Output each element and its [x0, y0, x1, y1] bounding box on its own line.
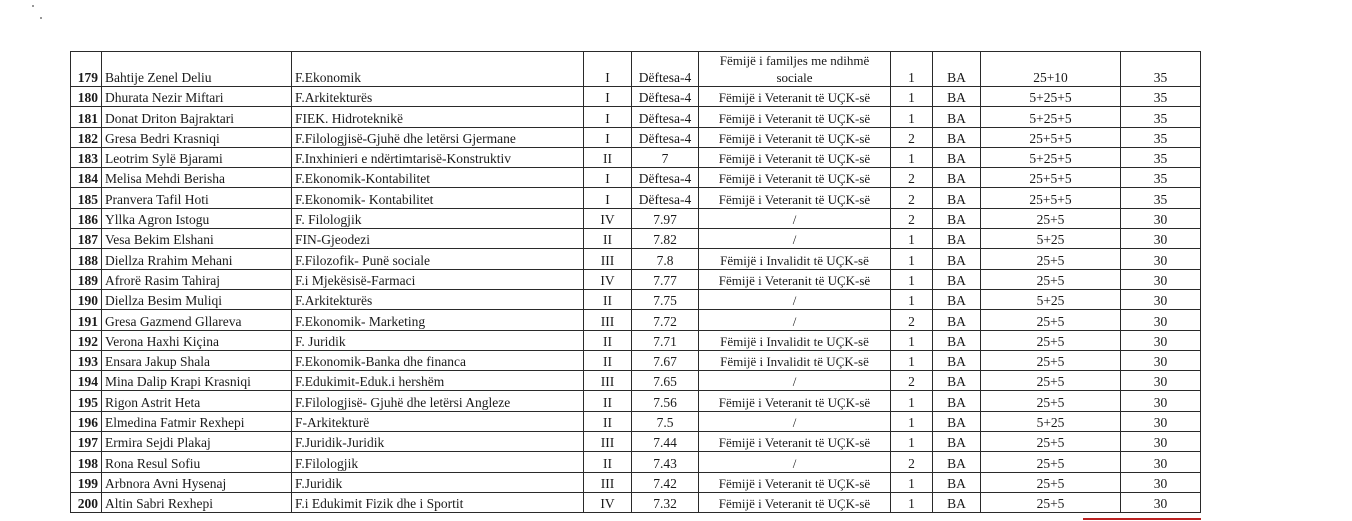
average-grade-cell: 7.56 — [632, 391, 699, 411]
social-category-cell: Fëmijë i familjes me ndihmë sociale — [699, 52, 891, 87]
points-breakdown-cell: 25+5 — [981, 391, 1121, 411]
row-number-cell: 198 — [71, 452, 102, 472]
points-breakdown-cell: 25+5 — [981, 310, 1121, 330]
criteria-count-cell: 1 — [891, 492, 933, 512]
degree-level-cell: BA — [933, 147, 981, 167]
degree-level-cell: BA — [933, 472, 981, 492]
red-underline-mark — [1083, 518, 1201, 520]
study-year-cell: IV — [584, 208, 632, 228]
social-category-cell: / — [699, 371, 891, 391]
row-number-cell: 193 — [71, 350, 102, 370]
study-year-cell: II — [584, 452, 632, 472]
faculty-cell: F.Juridik — [292, 472, 584, 492]
faculty-cell: F.Ekonomik-Kontabilitet — [292, 168, 584, 188]
row-number-cell: 197 — [71, 432, 102, 452]
study-year-cell: III — [584, 310, 632, 330]
criteria-count-cell: 1 — [891, 391, 933, 411]
social-category-cell: Fëmijë i Invalidit të UÇK-së — [699, 350, 891, 370]
study-year-cell: II — [584, 391, 632, 411]
social-category-cell: Fëmijë i Veteranit të UÇK-së — [699, 87, 891, 107]
table-row — [71, 492, 1201, 512]
student-name-cell: Arbnora Avni Hysenaj — [102, 472, 292, 492]
criteria-count-cell: 2 — [891, 127, 933, 147]
study-year-cell: IV — [584, 269, 632, 289]
row-number-cell: 191 — [71, 310, 102, 330]
social-category-cell: / — [699, 289, 891, 309]
student-name-cell: Diellza Rrahim Mehani — [102, 249, 292, 269]
total-points-cell: 30 — [1121, 350, 1201, 370]
social-category-cell: / — [699, 310, 891, 330]
row-number-cell: 179 — [71, 52, 102, 87]
points-breakdown-cell: 25+10 — [981, 52, 1121, 87]
degree-level-cell: BA — [933, 350, 981, 370]
social-category-cell: / — [699, 452, 891, 472]
social-category-cell: Fëmijë i Invalidit te UÇK-së — [699, 330, 891, 350]
degree-level-cell: BA — [933, 310, 981, 330]
faculty-cell: F.Filologjik — [292, 452, 584, 472]
faculty-cell: F.Edukimit-Eduk.i hershëm — [292, 371, 584, 391]
criteria-count-cell: 1 — [891, 330, 933, 350]
row-number-cell: 188 — [71, 249, 102, 269]
total-points-cell: 30 — [1121, 289, 1201, 309]
degree-level-cell: BA — [933, 87, 981, 107]
table-row — [71, 350, 1201, 370]
points-breakdown-cell: 25+5 — [981, 249, 1121, 269]
degree-level-cell: BA — [933, 249, 981, 269]
points-breakdown-cell: 25+5 — [981, 492, 1121, 512]
faculty-cell: F.Ekonomik-Banka dhe financa — [292, 350, 584, 370]
criteria-count-cell: 1 — [891, 289, 933, 309]
degree-level-cell: BA — [933, 452, 981, 472]
criteria-count-cell: 1 — [891, 269, 933, 289]
table-row — [71, 289, 1201, 309]
student-name-cell: Yllka Agron Istogu — [102, 208, 292, 228]
table-row — [71, 147, 1201, 167]
criteria-count-cell: 1 — [891, 107, 933, 127]
total-points-cell: 35 — [1121, 107, 1201, 127]
student-name-cell: Rona Resul Sofiu — [102, 452, 292, 472]
criteria-count-cell: 1 — [891, 52, 933, 87]
social-category-cell: Fëmijë i Veteranit të UÇK-së — [699, 147, 891, 167]
student-name-cell: Diellza Besim Muliqi — [102, 289, 292, 309]
degree-level-cell: BA — [933, 229, 981, 249]
average-grade-cell: 7.97 — [632, 208, 699, 228]
study-year-cell: III — [584, 371, 632, 391]
social-category-cell: Fëmijë i Veteranit të UÇK-së — [699, 188, 891, 208]
total-points-cell: 35 — [1121, 127, 1201, 147]
criteria-count-cell: 1 — [891, 249, 933, 269]
student-name-cell: Verona Haxhi Kiçina — [102, 330, 292, 350]
social-category-cell: / — [699, 411, 891, 431]
total-points-cell: 35 — [1121, 168, 1201, 188]
points-breakdown-cell: 25+5 — [981, 472, 1121, 492]
study-year-cell: III — [584, 249, 632, 269]
row-number-cell: 184 — [71, 168, 102, 188]
scan-speck — [32, 5, 34, 7]
study-year-cell: I — [584, 188, 632, 208]
student-name-cell: Mina Dalip Krapi Krasniqi — [102, 371, 292, 391]
average-grade-cell: 7.71 — [632, 330, 699, 350]
criteria-count-cell: 2 — [891, 371, 933, 391]
student-name-cell: Melisa Mehdi Berisha — [102, 168, 292, 188]
row-number-cell: 194 — [71, 371, 102, 391]
row-number-cell: 185 — [71, 188, 102, 208]
social-category-cell: Fëmijë i Veteranit të UÇK-së — [699, 472, 891, 492]
row-number-cell: 192 — [71, 330, 102, 350]
social-category-cell: Fëmijë i Veteranit të UÇK-së — [699, 168, 891, 188]
student-name-cell: Ensara Jakup Shala — [102, 350, 292, 370]
criteria-count-cell: 2 — [891, 168, 933, 188]
points-breakdown-cell: 5+25+5 — [981, 87, 1121, 107]
average-grade-cell: Dëftesa-4 — [632, 52, 699, 87]
study-year-cell: I — [584, 168, 632, 188]
average-grade-cell: 7.43 — [632, 452, 699, 472]
average-grade-cell: 7.8 — [632, 249, 699, 269]
row-number-cell: 187 — [71, 229, 102, 249]
student-name-cell: Vesa Bekim Elshani — [102, 229, 292, 249]
table-row — [71, 432, 1201, 452]
social-category-cell: Fëmijë i Veteranit të UÇK-së — [699, 269, 891, 289]
student-name-cell: Elmedina Fatmir Rexhepi — [102, 411, 292, 431]
faculty-cell: FIN-Gjeodezi — [292, 229, 584, 249]
faculty-cell: F.Ekonomik- Marketing — [292, 310, 584, 330]
average-grade-cell: Dëftesa-4 — [632, 127, 699, 147]
total-points-cell: 30 — [1121, 229, 1201, 249]
table-row — [71, 87, 1201, 107]
degree-level-cell: BA — [933, 391, 981, 411]
row-number-cell: 196 — [71, 411, 102, 431]
social-category-cell: Fëmijë i Veteranit të UÇK-së — [699, 391, 891, 411]
table-row — [71, 208, 1201, 228]
total-points-cell: 30 — [1121, 432, 1201, 452]
average-grade-cell: 7.44 — [632, 432, 699, 452]
student-name-cell: Leotrim Sylë Bjarami — [102, 147, 292, 167]
average-grade-cell: 7.65 — [632, 371, 699, 391]
table-row — [71, 452, 1201, 472]
faculty-cell: F. Juridik — [292, 330, 584, 350]
study-year-cell: III — [584, 432, 632, 452]
degree-level-cell: BA — [933, 330, 981, 350]
faculty-cell: F.Juridik-Juridik — [292, 432, 584, 452]
social-category-cell: Fëmijë i Veteranit të UÇK-së — [699, 492, 891, 512]
total-points-cell: 30 — [1121, 330, 1201, 350]
criteria-count-cell: 1 — [891, 411, 933, 431]
total-points-cell: 30 — [1121, 249, 1201, 269]
total-points-cell: 35 — [1121, 52, 1201, 87]
degree-level-cell: BA — [933, 168, 981, 188]
table-row — [71, 472, 1201, 492]
student-name-cell: Bahtije Zenel Deliu — [102, 52, 292, 87]
average-grade-cell: 7.72 — [632, 310, 699, 330]
row-number-cell: 186 — [71, 208, 102, 228]
points-breakdown-cell: 25+5 — [981, 452, 1121, 472]
student-name-cell: Gresa Gazmend Gllareva — [102, 310, 292, 330]
faculty-cell: F-Arkitekturë — [292, 411, 584, 431]
faculty-cell: F.Filologjisë- Gjuhë dhe letërsi Angleze — [292, 391, 584, 411]
table-row — [71, 168, 1201, 188]
student-name-cell: Gresa Bedri Krasniqi — [102, 127, 292, 147]
study-year-cell: I — [584, 127, 632, 147]
total-points-cell: 30 — [1121, 472, 1201, 492]
social-category-cell: Fëmijë i Veteranit të UÇK-së — [699, 107, 891, 127]
study-year-cell: I — [584, 87, 632, 107]
faculty-cell: F.Filologjisë-Gjuhë dhe letërsi Gjermane — [292, 127, 584, 147]
degree-level-cell: BA — [933, 432, 981, 452]
study-year-cell: II — [584, 350, 632, 370]
points-breakdown-cell: 25+5 — [981, 371, 1121, 391]
average-grade-cell: Dëftesa-4 — [632, 87, 699, 107]
average-grade-cell: 7.67 — [632, 350, 699, 370]
scan-speck — [40, 17, 42, 19]
table-row — [71, 249, 1201, 269]
average-grade-cell: 7.77 — [632, 269, 699, 289]
average-grade-cell: Dëftesa-4 — [632, 188, 699, 208]
degree-level-cell: BA — [933, 127, 981, 147]
faculty-cell: F.Ekonomik — [292, 52, 584, 87]
study-year-cell: II — [584, 147, 632, 167]
table-row — [71, 229, 1201, 249]
average-grade-cell: 7.42 — [632, 472, 699, 492]
criteria-count-cell: 2 — [891, 452, 933, 472]
degree-level-cell: BA — [933, 188, 981, 208]
row-number-cell: 182 — [71, 127, 102, 147]
criteria-count-cell: 2 — [891, 310, 933, 330]
points-breakdown-cell: 25+5+5 — [981, 188, 1121, 208]
average-grade-cell: Dëftesa-4 — [632, 168, 699, 188]
student-name-cell: Ermira Sejdi Plakaj — [102, 432, 292, 452]
criteria-count-cell: 1 — [891, 472, 933, 492]
table-row — [71, 188, 1201, 208]
total-points-cell: 30 — [1121, 310, 1201, 330]
average-grade-cell: 7.32 — [632, 492, 699, 512]
faculty-cell: F.Ekonomik- Kontabilitet — [292, 188, 584, 208]
row-number-cell: 183 — [71, 147, 102, 167]
points-breakdown-cell: 5+25 — [981, 229, 1121, 249]
criteria-count-cell: 1 — [891, 147, 933, 167]
faculty-cell: F. Filologjik — [292, 208, 584, 228]
faculty-cell: F.i Edukimit Fizik dhe i Sportit — [292, 492, 584, 512]
social-category-cell: Fëmijë i Veteranit të UÇK-së — [699, 432, 891, 452]
table-row — [71, 371, 1201, 391]
student-name-cell: Pranvera Tafil Hoti — [102, 188, 292, 208]
table-body — [71, 52, 1201, 513]
student-name-cell: Dhurata Nezir Miftari — [102, 87, 292, 107]
study-year-cell: I — [584, 107, 632, 127]
faculty-cell: F.Arkitekturës — [292, 289, 584, 309]
points-breakdown-cell: 25+5 — [981, 350, 1121, 370]
faculty-cell: F.i Mjekësisë-Farmaci — [292, 269, 584, 289]
total-points-cell: 35 — [1121, 147, 1201, 167]
social-category-cell: Fëmijë i Invalidit të UÇK-së — [699, 249, 891, 269]
points-breakdown-cell: 25+5 — [981, 269, 1121, 289]
criteria-count-cell: 1 — [891, 350, 933, 370]
criteria-count-cell: 1 — [891, 432, 933, 452]
table-row — [71, 310, 1201, 330]
total-points-cell: 30 — [1121, 269, 1201, 289]
table-row — [71, 107, 1201, 127]
social-category-cell: / — [699, 229, 891, 249]
row-number-cell: 199 — [71, 472, 102, 492]
row-number-cell: 200 — [71, 492, 102, 512]
points-breakdown-cell: 25+5 — [981, 432, 1121, 452]
study-year-cell: II — [584, 330, 632, 350]
table-row — [71, 411, 1201, 431]
table-row — [71, 52, 1201, 87]
total-points-cell: 30 — [1121, 452, 1201, 472]
criteria-count-cell: 1 — [891, 87, 933, 107]
faculty-cell: F.Filozofik- Punë sociale — [292, 249, 584, 269]
row-number-cell: 189 — [71, 269, 102, 289]
total-points-cell: 30 — [1121, 371, 1201, 391]
points-breakdown-cell: 25+5+5 — [981, 127, 1121, 147]
degree-level-cell: BA — [933, 107, 981, 127]
points-breakdown-cell: 5+25 — [981, 289, 1121, 309]
average-grade-cell: 7 — [632, 147, 699, 167]
table-row — [71, 330, 1201, 350]
total-points-cell: 30 — [1121, 411, 1201, 431]
criteria-count-cell: 2 — [891, 188, 933, 208]
total-points-cell: 30 — [1121, 391, 1201, 411]
average-grade-cell: Dëftesa-4 — [632, 107, 699, 127]
total-points-cell: 30 — [1121, 208, 1201, 228]
table-row — [71, 391, 1201, 411]
average-grade-cell: 7.82 — [632, 229, 699, 249]
degree-level-cell: BA — [933, 371, 981, 391]
faculty-cell: F.Inxhinieri e ndërtimtarisë-Konstruktiv — [292, 147, 584, 167]
student-name-cell: Rigon Astrit Heta — [102, 391, 292, 411]
row-number-cell: 180 — [71, 87, 102, 107]
study-year-cell: II — [584, 229, 632, 249]
points-breakdown-cell: 25+5+5 — [981, 168, 1121, 188]
total-points-cell: 35 — [1121, 87, 1201, 107]
study-year-cell: III — [584, 472, 632, 492]
total-points-cell: 30 — [1121, 492, 1201, 512]
points-breakdown-cell: 25+5 — [981, 330, 1121, 350]
student-name-cell: Altin Sabri Rexhepi — [102, 492, 292, 512]
degree-level-cell: BA — [933, 411, 981, 431]
study-year-cell: II — [584, 411, 632, 431]
student-name-cell: Donat Driton Bajraktari — [102, 107, 292, 127]
degree-level-cell: BA — [933, 289, 981, 309]
points-breakdown-cell: 5+25+5 — [981, 147, 1121, 167]
row-number-cell: 190 — [71, 289, 102, 309]
faculty-cell: FIEK. Hidroteknikë — [292, 107, 584, 127]
study-year-cell: II — [584, 289, 632, 309]
student-name-cell: Afrorë Rasim Tahiraj — [102, 269, 292, 289]
points-breakdown-cell: 5+25 — [981, 411, 1121, 431]
table-row — [71, 127, 1201, 147]
social-category-cell: / — [699, 208, 891, 228]
points-breakdown-cell: 25+5 — [981, 208, 1121, 228]
row-number-cell: 195 — [71, 391, 102, 411]
average-grade-cell: 7.75 — [632, 289, 699, 309]
degree-level-cell: BA — [933, 269, 981, 289]
criteria-count-cell: 2 — [891, 208, 933, 228]
study-year-cell: IV — [584, 492, 632, 512]
points-breakdown-cell: 5+25+5 — [981, 107, 1121, 127]
degree-level-cell: BA — [933, 208, 981, 228]
criteria-count-cell: 1 — [891, 229, 933, 249]
degree-level-cell: BA — [933, 52, 981, 87]
row-number-cell: 181 — [71, 107, 102, 127]
degree-level-cell: BA — [933, 492, 981, 512]
social-category-cell: Fëmijë i Veteranit të UÇK-së — [699, 127, 891, 147]
faculty-cell: F.Arkitekturës — [292, 87, 584, 107]
table-row — [71, 269, 1201, 289]
total-points-cell: 35 — [1121, 188, 1201, 208]
study-year-cell: I — [584, 52, 632, 87]
average-grade-cell: 7.5 — [632, 411, 699, 431]
student-ranking-table — [70, 51, 1201, 513]
